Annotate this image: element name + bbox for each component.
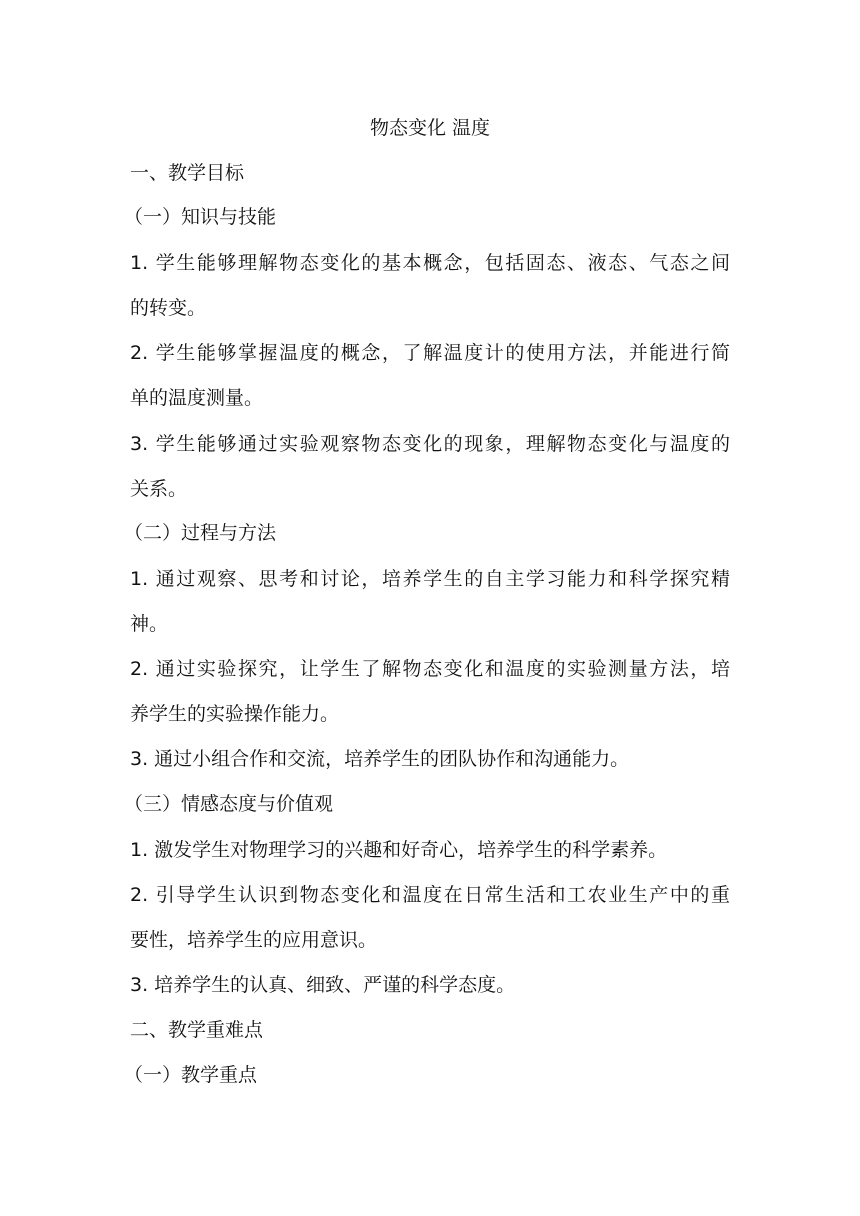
document-title: 物态变化 温度	[369, 117, 491, 139]
subsection-heading: （二）过程与方法	[124, 522, 277, 544]
subsection-heading: （一）教学重点	[124, 1064, 258, 1086]
paragraph-line: 3. 培养学生的认真、细致、严谨的科学态度。	[130, 974, 516, 996]
paragraph-line: 2. 通过实验探究，让学生了解物态变化和温度的实验测量方法，培	[130, 658, 730, 680]
paragraph-line: 养学生的实验操作能力。	[130, 703, 340, 725]
paragraph-line: 2. 引导学生认识到物态变化和温度在日常生活和工农业生产中的重	[130, 884, 730, 906]
paragraph-line: 1. 激发学生对物理学习的兴趣和好奇心，培养学生的科学素养。	[130, 839, 668, 861]
section-heading: 二、教学重难点	[130, 1019, 264, 1041]
paragraph-line: 神。	[130, 613, 169, 635]
paragraph-line: 的转变。	[130, 297, 207, 319]
paragraph-line: 2. 学生能够掌握温度的概念，了解温度计的使用方法，并能进行简	[130, 342, 730, 364]
paragraph-line: 单的温度测量。	[130, 387, 264, 409]
paragraph-line: 3. 学生能够通过实验观察物态变化的现象，理解物态变化与温度的	[130, 433, 730, 455]
section-heading: 一、教学目标	[130, 162, 245, 184]
subsection-heading: （三）情感态度与价值观	[124, 793, 334, 815]
paragraph-line: 要性，培养学生的应用意识。	[130, 929, 378, 951]
subsection-heading: （一）知识与技能	[124, 206, 277, 228]
paragraph-line: 1. 通过观察、思考和讨论，培养学生的自主学习能力和科学探究精	[130, 568, 730, 590]
paragraph-line: 3. 通过小组合作和交流，培养学生的团队协作和沟通能力。	[130, 748, 630, 770]
paragraph-line: 关系。	[130, 478, 188, 500]
paragraph-line: 1. 学生能够理解物态变化的基本概念，包括固态、液态、气态之间	[130, 252, 730, 274]
